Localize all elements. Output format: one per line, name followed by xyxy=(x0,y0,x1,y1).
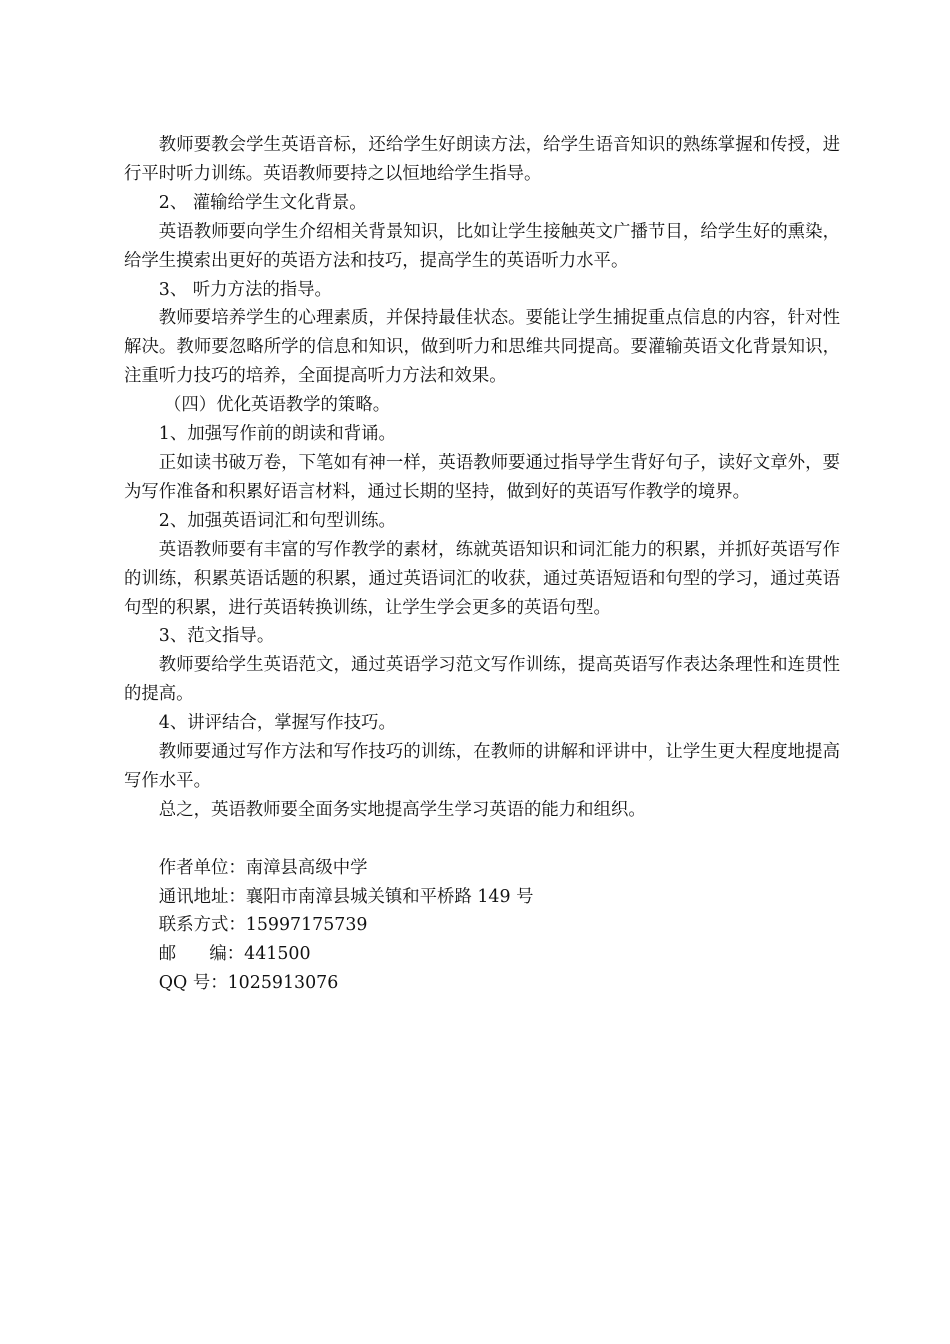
heading-model-essays: 3、范文指导。 xyxy=(158,626,275,647)
paragraph-vocabulary-sentences: 英语教师要有丰富的写作教学的素材，练就英语知识和词汇能力的积累，并抓好英语写作的训练，积累英语话题的积累，通过英语词汇的收获，通过英语短语和句型的学习，通过英语句型的积累，进行英语转换训练，让学生学会更多的英语句型。 xyxy=(124,539,840,618)
author-address: 通讯地址：襄阳市南漳县城关镇和平桥路 149 号 xyxy=(158,886,534,907)
paragraph-commentary: 教师要通过写作方法和写作技巧的训练，在教师的讲解和评讲中，让学生更大程度地提高写作水平。 xyxy=(124,742,840,791)
blank-line xyxy=(124,825,840,854)
paragraph-culture-background: 英语教师要向学生介绍相关背景知识，比如让学生接触英文广播节目，给学生好的熏染，给学生摸索出更好的英语方法和技巧，提高学生的英语听力水平。 xyxy=(124,221,840,271)
author-qq: QQ 号：1025913076 xyxy=(158,973,339,994)
paragraph-reading-recitation: 正如读书破万卷，下笔如有神一样，英语教师要通过指导学生背好句子，读好文章外，要为写作准备和积累好语言材料，通过长期的坚持，做到好的英语写作教学的境界。 xyxy=(124,452,840,502)
paragraph-listening-methods: 教师要培养学生的心理素质，并保持最佳状态。要能让学生捕捉重点信息的内容，针对性解决。教师要忽略所学的信息和知识，做到听力和思维共同提高。要灌输英语文化背景知识，注重听力技巧的培养，全面提高听力方法和效果。 xyxy=(124,308,840,387)
heading-listening-methods: 3、 听力方法的指导。 xyxy=(158,279,332,300)
author-postcode: 邮 编：441500 xyxy=(158,944,311,965)
heading-vocabulary-sentences: 2、加强英语词汇和句型训练。 xyxy=(158,510,396,531)
author-phone: 联系方式：15997175739 xyxy=(158,915,368,936)
heading-culture-background: 2、 灌输给学生文化背景。 xyxy=(158,192,367,213)
section-heading-strategies: （四）优化英语教学的策略。 xyxy=(164,395,391,416)
paragraph-conclusion: 总之，英语教师要全面务实地提高学生学习英语的能力和组织。 xyxy=(158,799,646,820)
document-body xyxy=(124,131,840,998)
heading-commentary: 4、讲评结合，掌握写作技巧。 xyxy=(158,713,396,734)
paragraph-phonetics: 教师要教会学生英语音标，还给学生好朗读方法，给学生语音知识的熟练掌握和传授，进行平时听力训练。英语教师要持之以恒地给学生指导。 xyxy=(124,135,840,184)
heading-reading-recitation: 1、加强写作前的朗读和背诵。 xyxy=(158,424,396,445)
author-unit: 作者单位：南漳县高级中学 xyxy=(158,857,368,878)
paragraph-model-essays: 教师要给学生英语范文，通过英语学习范文写作训练，提高英语写作表达条理性和连贯性的提高。 xyxy=(124,655,840,705)
